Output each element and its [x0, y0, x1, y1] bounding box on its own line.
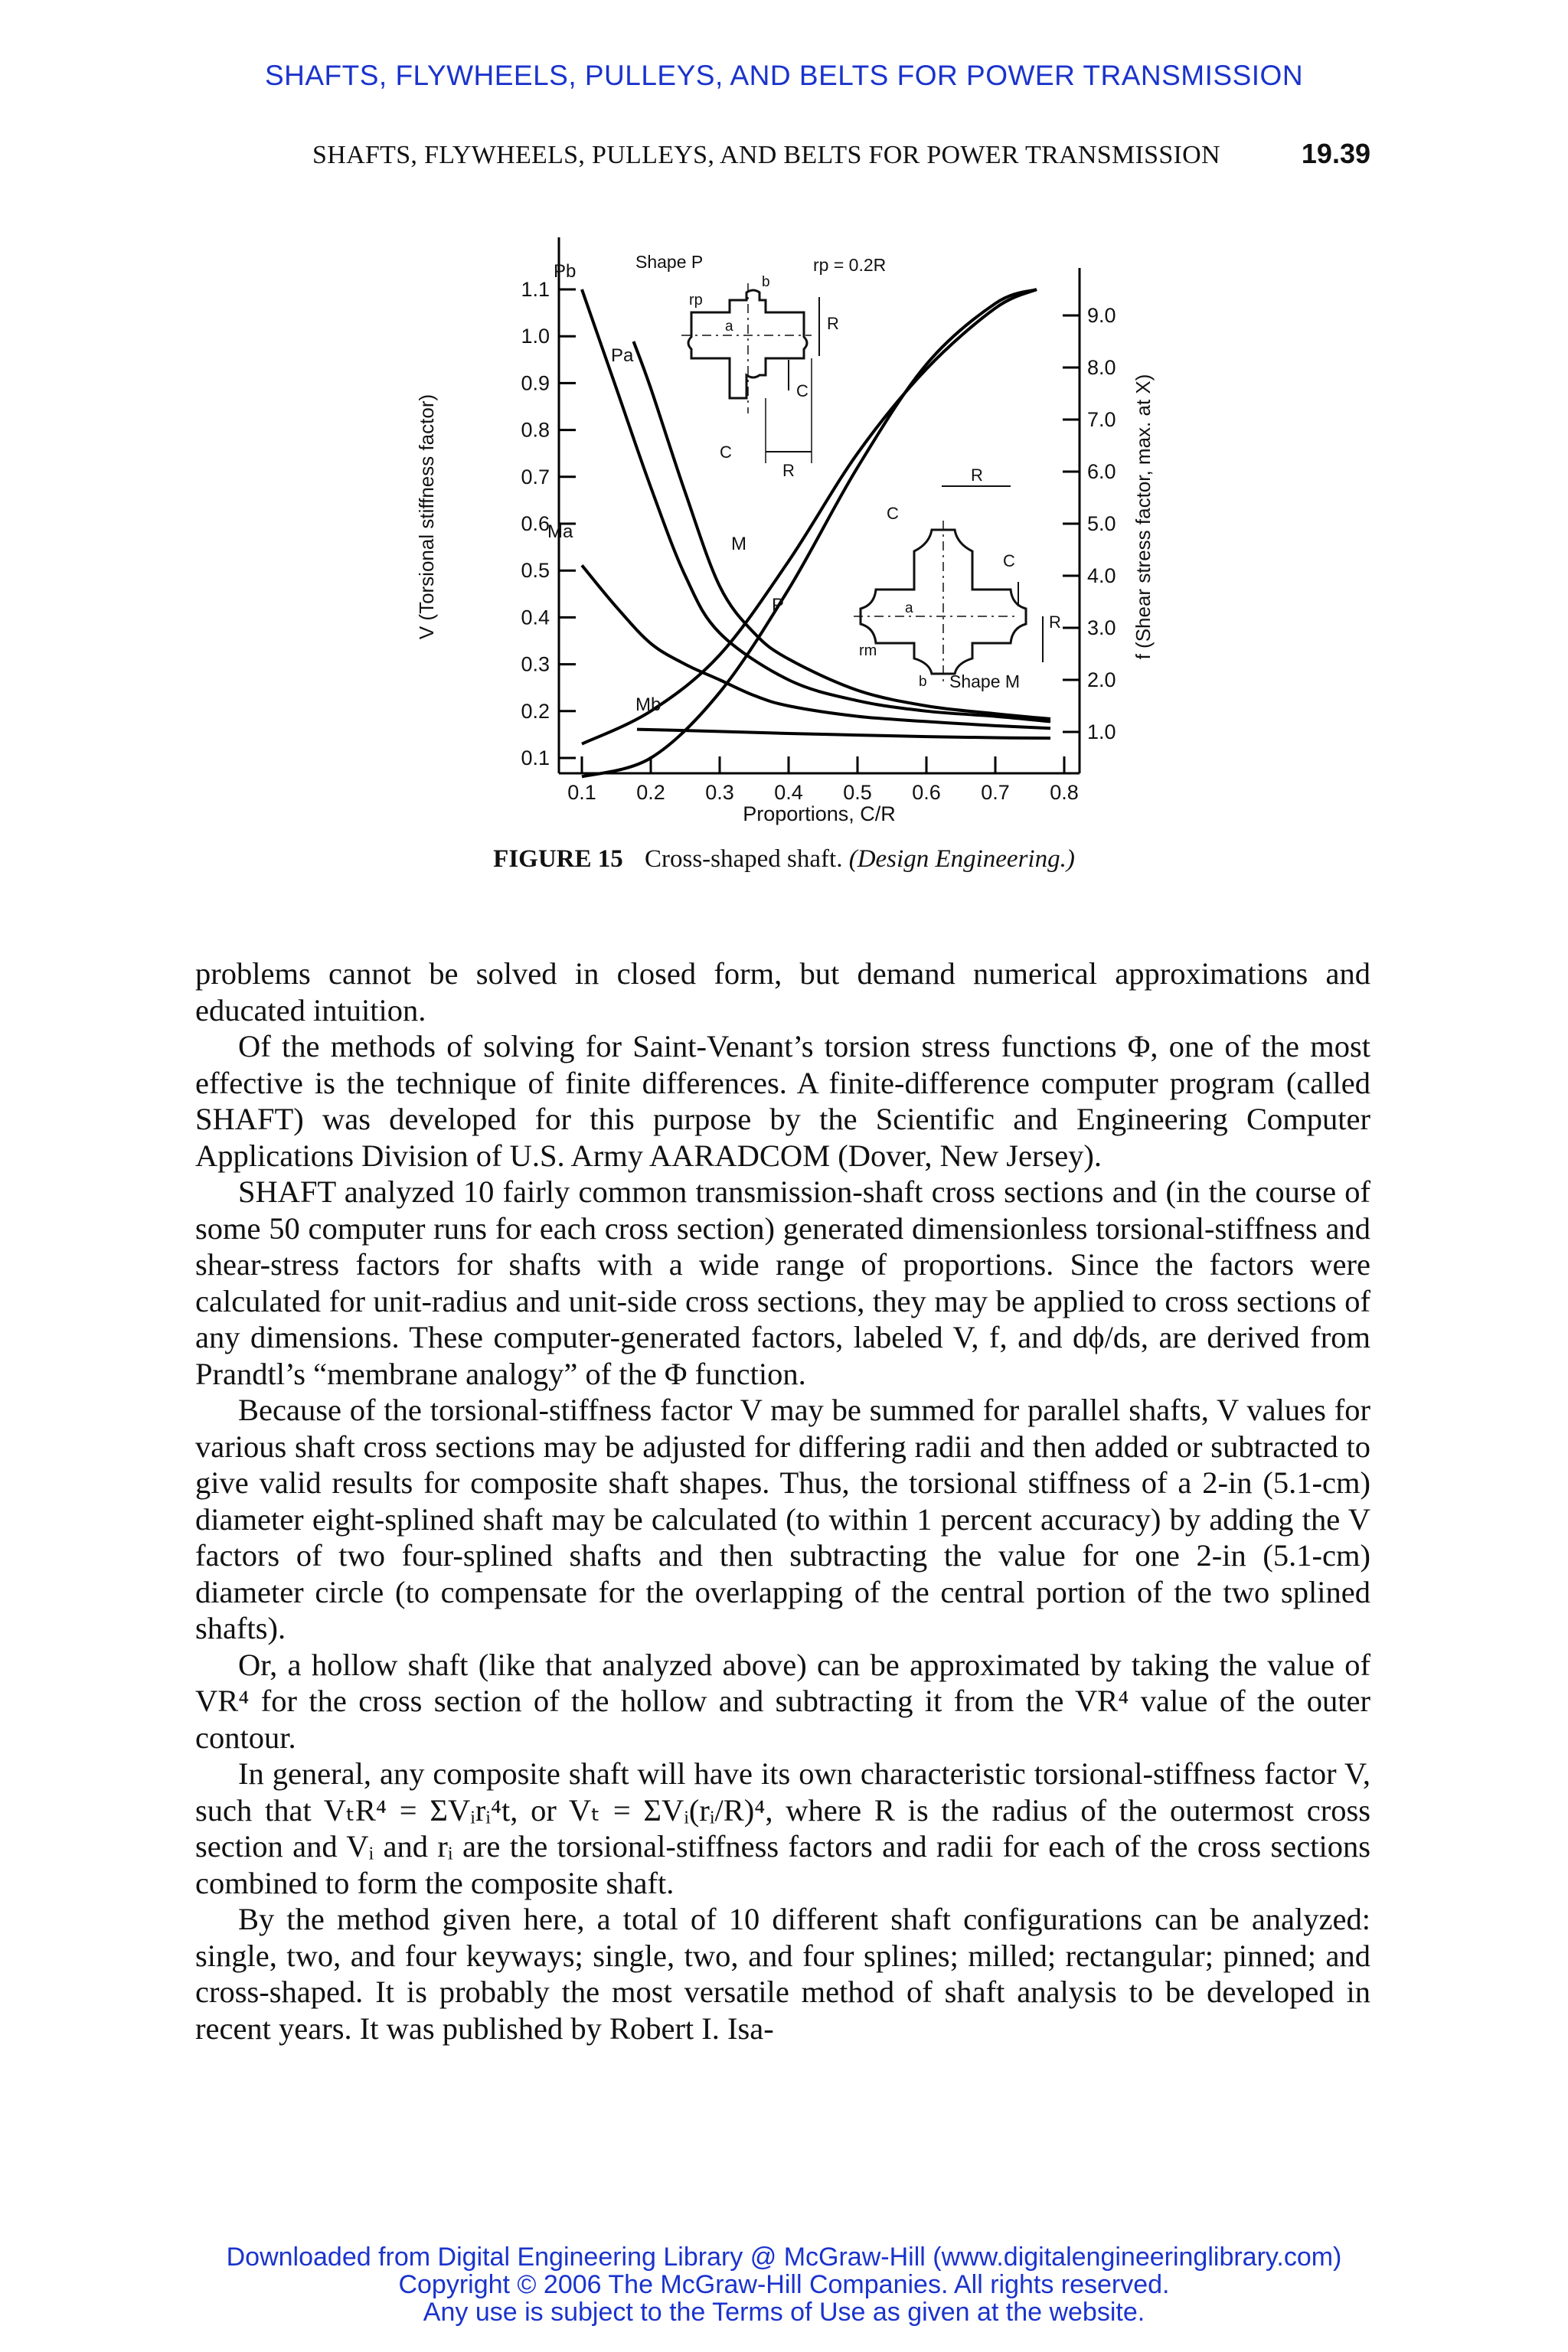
x-tick-label-5: 0.6 — [912, 781, 941, 804]
shape-p-label-a: a — [725, 318, 733, 335]
body-text — [195, 956, 1370, 2047]
inset-shape-p — [635, 252, 886, 480]
shape-p-label-c: C — [796, 381, 808, 400]
figure-caption — [0, 845, 1568, 874]
paragraph-2: Of the methods of solving for Saint-Venant’s torsion stress functions Φ, one of the most effective is the technique of finite differences. A finite-difference computer program (called SHAFT) was developed for this purpose by the Scientific and Engineering Computer Applications Division of U.S. Army AARADCOM (Dover, New Jersey). — [195, 1029, 1370, 1173]
curve-label-mb: Mb — [635, 694, 662, 715]
figure-chart — [406, 230, 1171, 842]
paragraph-4: Because of the torsional-stiffness factor V may be summed for parallel shafts, V values for various shaft cross sections may be adjusted for differing radii and then added or subtracted to give valid results for composite shaft shapes. Thus, the torsional stiffness of a 2-in (5.1-cm) diameter eight-splined shaft may be calculated (to within 1 percent accuracy) by adding the V factors of two four-splined shafts and then subtracting the value for one 2-in (5.1-cm) diameter circle (to compensate for the overlapping of the central portion of the two splined shafts). — [195, 1393, 1370, 1645]
y-left-tick-label-1: 0.2 — [521, 699, 550, 723]
shape-p-formula: rp = 0.2R — [813, 255, 887, 275]
paragraph-6: In general, any composite shaft will have its own characteristic torsional-stiffness factor V, such that VₜR⁴ = ΣVᵢrᵢ⁴t, or Vₜ = ΣVᵢ(rᵢ/R)⁴, where R is the radius of the outermost cross section and Vᵢ and rᵢ are the torsional-stiffness factors and radii for each of the cross sections combined to form the composite shaft. — [195, 1756, 1370, 1900]
y-left-tick-label-0: 0.1 — [521, 746, 550, 769]
y-right-tick-label-0: 1.0 — [1087, 720, 1116, 743]
x-axis-label: Proportions, C/R — [743, 802, 896, 825]
shape-m-label-r: R — [971, 466, 983, 485]
x-tick-label-7: 0.8 — [1050, 781, 1079, 804]
shape-p-label-r2: R — [782, 461, 795, 480]
shape-p-label-rp: rp — [689, 292, 703, 309]
curve-label-pa: Pa — [611, 345, 634, 366]
curve-pa — [634, 341, 1051, 719]
y-left-tick-label-10: 1.1 — [521, 278, 550, 301]
x-tick-label-0: 0.1 — [567, 781, 596, 804]
y-right-label: f (Shear stress factor, max. at X) — [1132, 374, 1155, 660]
x-tick-label-4: 0.5 — [843, 781, 872, 804]
y-right-tick-label-7: 8.0 — [1087, 356, 1116, 379]
y-right-tick-label-6: 7.0 — [1087, 408, 1116, 431]
shape-m-label-a: a — [905, 600, 913, 616]
shape-m-label-rm: rm — [859, 642, 877, 659]
shape-m-title: Shape M — [949, 671, 1021, 691]
shape-m-label-c2: C — [1003, 551, 1015, 570]
y-left-tick-label-3: 0.4 — [521, 606, 550, 629]
page-number: 19.39 — [1301, 138, 1370, 169]
x-tick-label-2: 0.3 — [705, 781, 734, 804]
figure-caption-label: FIGURE 15 — [493, 845, 623, 873]
curve-label-m: M — [731, 534, 746, 554]
y-left-tick-label-7: 0.8 — [521, 418, 550, 442]
y-right-tick-label-4: 5.0 — [1087, 512, 1116, 535]
shape-m-label-b: b — [919, 674, 927, 690]
y-left-tick-label-4: 0.5 — [521, 559, 550, 583]
footer-copyright: Copyright © 2006 The McGraw-Hill Companies. All rights reserved. — [398, 2270, 1170, 2299]
top-banner: SHAFTS, FLYWHEELS, PULLEYS, AND BELTS FOR POWER TRANSMISSION — [264, 60, 1304, 91]
x-tick-label-3: 0.4 — [774, 781, 803, 804]
footer-download-link[interactable]: Downloaded from Digital Engineering Library @ McGraw-Hill (www.digitalengineeringlibrary.com) — [226, 2243, 1342, 2272]
shape-m-label-c: C — [887, 504, 899, 523]
x-tick-label-1: 0.2 — [636, 781, 665, 804]
y-left-tick-label-2: 0.3 — [521, 652, 550, 676]
figure-caption-text: Cross-shaped shaft. — [645, 845, 843, 873]
curve-pb — [582, 289, 1050, 721]
running-head-title: SHAFTS, FLYWHEELS, PULLEYS, AND BELTS FOR POWER TRANSMISSION — [312, 141, 1220, 169]
shape-p-label-c2: C — [720, 443, 732, 462]
y-right-tick-label-8: 9.0 — [1087, 304, 1116, 327]
shape-m-label-r2: R — [1049, 612, 1061, 632]
inset-shape-m — [854, 466, 1061, 691]
y-right-tick-label-1: 2.0 — [1087, 668, 1116, 691]
x-tick-label-6: 0.7 — [981, 781, 1010, 804]
paragraph-1: problems cannot be solved in closed form, but demand numerical approximations and educated intuition. — [195, 956, 1370, 1027]
curve-label-pb: Pb — [554, 261, 577, 282]
footer-terms: Any use is subject to the Terms of Use as given at the website. — [423, 2298, 1145, 2327]
footer — [0, 2243, 1568, 2326]
curve-mb — [637, 730, 1050, 739]
y-right-tick-label-3: 4.0 — [1087, 564, 1116, 587]
curve-label-ma: Ma — [547, 521, 573, 542]
y-left-tick-label-6: 0.7 — [521, 465, 550, 488]
y-left-tick-label-5: 0.6 — [521, 512, 550, 535]
y-right-tick-label-2: 3.0 — [1087, 616, 1116, 639]
paragraph-5: Or, a hollow shaft (like that analyzed above) can be approximated by taking the value of VR⁴ for the cross section of the hollow and subtracting it from the VR⁴ value of the outer contour. — [195, 1647, 1370, 1755]
shape-p-title: Shape P — [635, 252, 704, 272]
y-left-label: V (Torsional stiffness factor) — [415, 394, 438, 640]
shape-p-label-r: R — [827, 314, 839, 333]
figure-caption-source: (Design Engineering.) — [848, 845, 1075, 873]
y-right-tick-label-5: 6.0 — [1087, 460, 1116, 483]
paragraph-7: By the method given here, a total of 10 different shaft configurations can be analyzed: single, two, and four keyways; single, two, and four splines; milled; rectangular; pinned; and cross-shaped. It is probably the most versatile method of shaft analysis to be developed in recent years. It was published by Robert I. Isa- — [195, 1902, 1370, 2046]
y-left-tick-label-8: 0.9 — [521, 371, 550, 395]
curve-label-p: P — [772, 595, 785, 616]
y-left-tick-label-9: 1.0 — [521, 325, 550, 348]
paragraph-3: SHAFT analyzed 10 fairly common transmission-shaft cross sections and (in the course of some 50 computer runs for each cross section) generated dimensionless torsional-stiffness and shear-stress factors for shafts with a wide range of proportions. Since the factors were calculated for unit-radius and unit-side cross sections, they may be applied to cross sections of any dimensions. These computer-generated factors, labeled V, f, and dϕ/ds, are derived from Prandtl’s “membrane analogy” of the Φ function. — [195, 1174, 1370, 1391]
shape-p-label-b: b — [762, 274, 770, 290]
running-head — [0, 138, 1568, 175]
